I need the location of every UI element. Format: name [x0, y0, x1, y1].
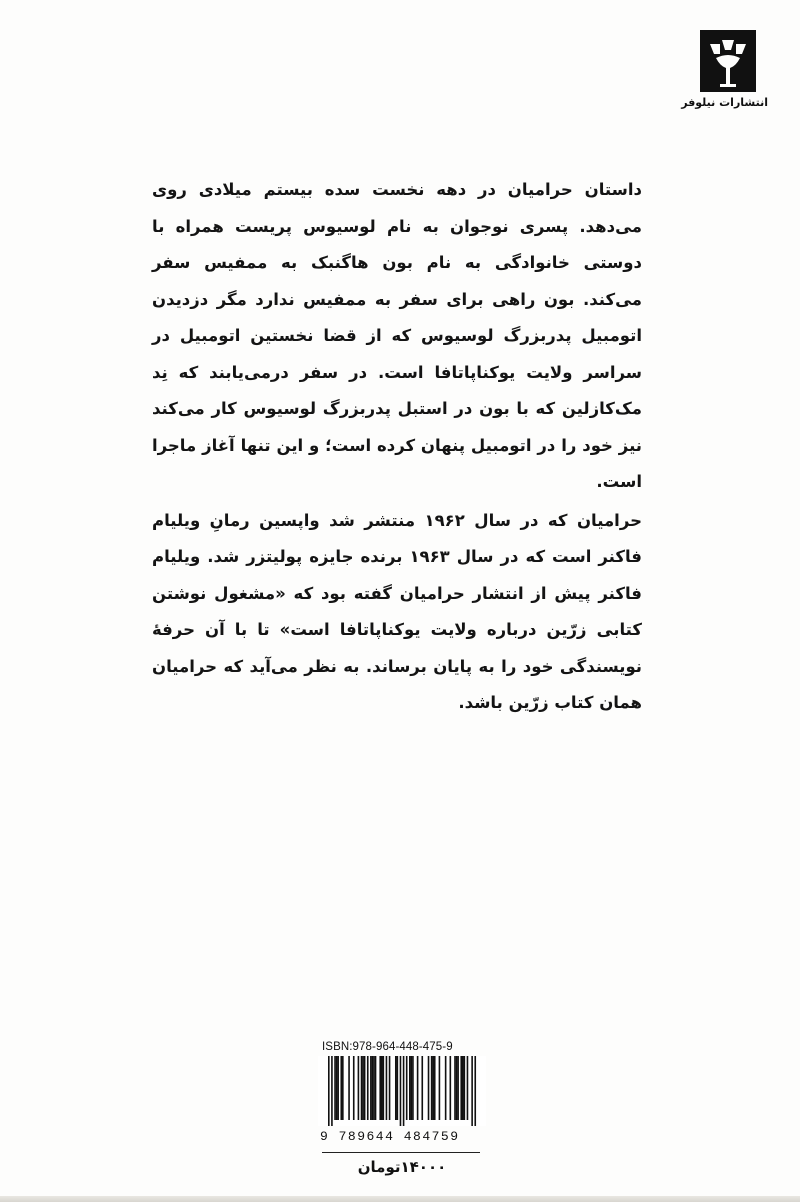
barcode-bar	[432, 1056, 434, 1120]
price-label: ۱۴۰۰۰تومان	[357, 1158, 447, 1176]
barcode-bar	[460, 1056, 462, 1120]
description-paragraph-1: داستان حرامیان در دهه نخست سده بیستم میلادی روی می‌دهد. پسری نوجوان به نام لوسیوس پریست همراه با دوستی خانوادگی به نام بون هاگنبک به ممفیس سفر می‌کند. بون راهی برای سفر به ممفیس ندارد مگر دزدیدن اتومبیل پدربزرگ لوسیوس که از قضا نخستین اتومبیل در سراسر ولایت یوکناپاتافا است. در سفر درمی‌یابند که نِد مک‌کازلین که با بون در استبل پدربزرگ لوسیوس کار می‌کند نیز خود را در اتومبیل پنهان کرده است؛ و این تنها آغاز ماجرا است.	[152, 180, 642, 491]
barcode-bar	[454, 1056, 456, 1120]
barcode-bar	[417, 1056, 419, 1120]
page-edge	[0, 1196, 800, 1202]
barcode-bar	[411, 1056, 413, 1120]
barcode-bar	[445, 1056, 447, 1120]
barcode-bar	[372, 1056, 374, 1120]
barcode-bar	[397, 1056, 399, 1120]
barcode-bar	[367, 1056, 369, 1120]
barcode-bar	[364, 1056, 366, 1120]
isbn-label: ISBN:978-964-448-475-9	[322, 1041, 453, 1053]
barcode-bar	[381, 1056, 383, 1120]
barcode-bar	[389, 1056, 391, 1120]
barcode-bar	[406, 1056, 408, 1120]
barcode-bar	[439, 1056, 441, 1120]
barcode-bar	[434, 1056, 436, 1120]
barcode-bar	[450, 1056, 452, 1120]
barcode-bar	[362, 1056, 364, 1120]
barcode-bar	[331, 1056, 333, 1126]
barcode-bar	[358, 1056, 360, 1120]
barcode-bar	[471, 1056, 473, 1126]
barcode-graphic	[318, 1056, 486, 1126]
barcode-bar	[340, 1056, 342, 1120]
barcode-bar	[337, 1056, 339, 1120]
publisher-name: انتشارات نیلوفر	[681, 96, 768, 109]
barcode-bar	[428, 1056, 430, 1120]
barcode-bar	[464, 1056, 466, 1120]
barcode-bar	[336, 1056, 338, 1120]
barcode-bar	[395, 1056, 397, 1120]
barcode-bar	[383, 1056, 385, 1120]
barcode-number: 9 789644 484759	[320, 1129, 460, 1144]
barcode-block	[318, 1038, 486, 1146]
barcode-bar	[353, 1056, 355, 1120]
barcode-bar	[421, 1056, 423, 1120]
barcode-bar	[403, 1056, 405, 1126]
barcode-bar	[373, 1056, 375, 1120]
barcode-bar	[474, 1056, 476, 1126]
barcode-bar	[467, 1056, 469, 1120]
barcode-bar	[431, 1056, 433, 1120]
barcode-bar	[375, 1056, 377, 1120]
barcode-bar	[328, 1056, 330, 1126]
barcode-bar	[334, 1056, 336, 1120]
barcode-bar	[379, 1056, 381, 1120]
publisher-block	[681, 30, 768, 109]
barcode-bar	[348, 1056, 350, 1120]
barcode-bar	[457, 1056, 459, 1120]
description-paragraph-2: حرامیان که در سال ۱۹۶۲ منتشر شد واپسین رمانِ ویلیام فاکنر است که در سال ۱۹۶۳ برنده جایزه پولیتزر شد. ویلیام فاکنر پیش از انتشار حرامیان گفته بود که «مشغول نوشتن کتابی زرّین درباره ولایت یوکناپاتافا است» تا با آن حرفهٔ نویسندگی خود را به پایان برساند. به نظر می‌آید که حرامیان همان کتاب زرّین باشد.	[152, 510, 642, 712]
book-description	[152, 172, 642, 722]
barcode-bar	[342, 1056, 344, 1120]
barcode-bar	[462, 1056, 464, 1120]
price-divider	[322, 1152, 480, 1153]
barcode-bar	[361, 1056, 363, 1120]
barcode-bar	[412, 1056, 414, 1120]
barcode-bar	[409, 1056, 411, 1120]
lotus-flower-logo-icon	[700, 30, 756, 92]
barcode-bar	[386, 1056, 388, 1120]
barcode-bar	[456, 1056, 458, 1120]
barcode-bar	[370, 1056, 372, 1120]
barcode-bar	[400, 1056, 402, 1126]
